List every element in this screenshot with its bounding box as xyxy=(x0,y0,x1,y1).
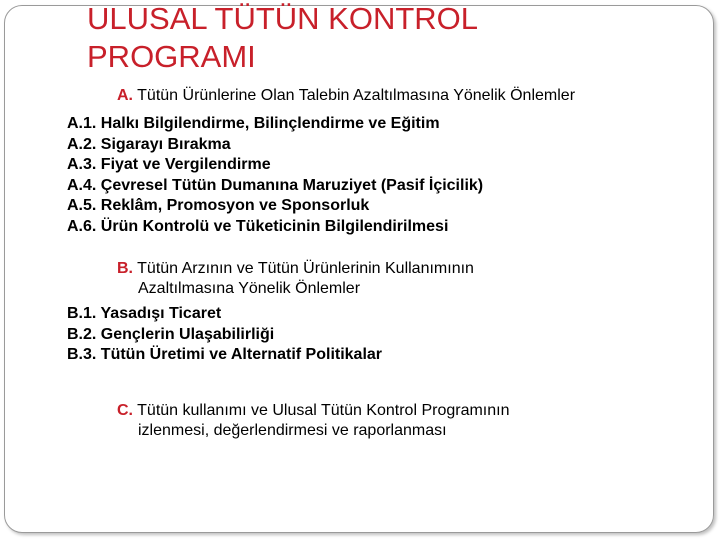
section-a-heading-text: Tütün Ürünlerine Olan Talebin Azaltılmasına Yönelik Önlemler xyxy=(133,87,576,104)
slide-title xyxy=(87,0,647,76)
section-a-letter: A. xyxy=(117,87,133,104)
section-a-heading xyxy=(117,86,575,106)
section-b-letter: B. xyxy=(117,260,133,277)
list-item: A.3. Fiyat ve Vergilendirme xyxy=(67,156,271,174)
list-item: A.4. Çevresel Tütün Dumanına Maruziyet (Pasif İçicilik) xyxy=(67,176,484,194)
list-item: A.1. Halkı Bilgilendirme, Bilinçlendirme ve Eğitim xyxy=(67,115,440,132)
section-a-list xyxy=(67,114,483,238)
section-c-heading xyxy=(117,401,509,441)
section-b-heading-line-1: Tütün Arzının ve Tütün Ürünlerinin Kullanımının xyxy=(133,260,474,277)
section-b-heading-line-2: Azaltılmasına Yönelik Önlemler xyxy=(138,280,361,297)
section-c-heading-line-1: Tütün kullanımı ve Ulusal Tütün Kontrol Programının xyxy=(133,402,510,419)
section-b-heading xyxy=(117,259,474,299)
list-item: A.2. Sigarayı Bırakma xyxy=(67,135,231,153)
slide-title-line-1: ULUSAL TÜTÜN KONTROL xyxy=(87,1,479,36)
section-c-letter: C. xyxy=(117,402,133,419)
list-item: B.3. Tütün Üretimi ve Alternatif Politikalar xyxy=(67,346,383,364)
section-c-heading-line-2: izlenmesi, değerlendirmesi ve raporlanması xyxy=(138,422,447,439)
list-item: A.6. Ürün Kontrolü ve Tüketicinin Bilgilendirilmesi xyxy=(67,217,449,235)
section-b-list xyxy=(67,304,382,366)
list-item: B.1. Yasadışı Ticaret xyxy=(67,305,222,322)
list-item: B.2. Gençlerin Ulaşabilirliği xyxy=(67,325,275,343)
slide-title-line-2: PROGRAMI xyxy=(87,39,256,74)
list-item: A.5. Reklâm, Promosyon ve Sponsorluk xyxy=(67,197,370,215)
